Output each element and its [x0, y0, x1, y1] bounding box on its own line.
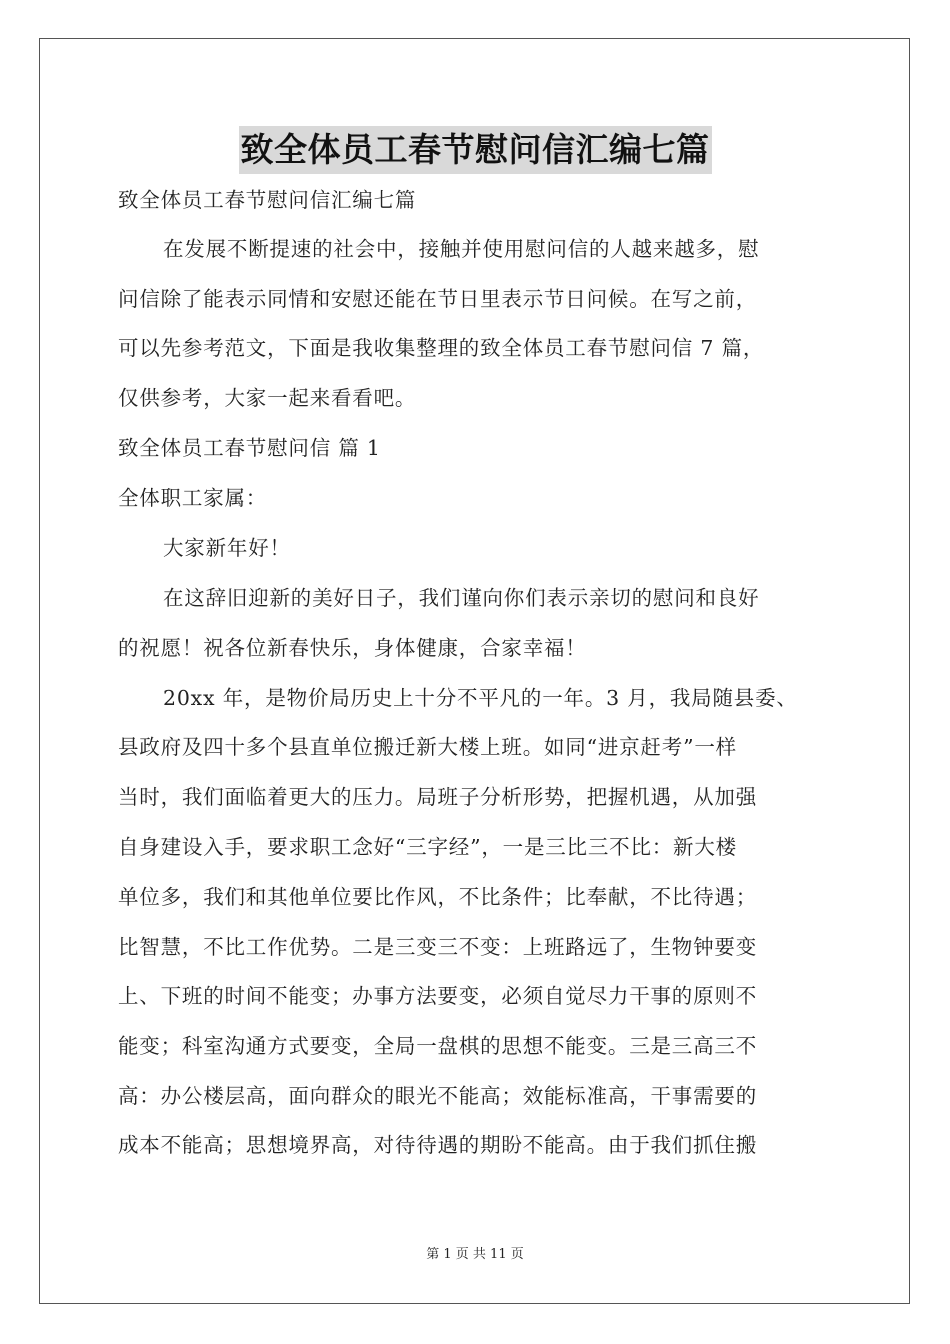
page-footer: 第 1 页 共 11 页 — [426, 1247, 524, 1262]
paragraph-line: 在这辞旧迎新的美好日子，我们谨向你们表示亲切的慰问和良好 — [163, 586, 760, 610]
paragraph-line: 单位多，我们和其他单位要比作风，不比条件；比奉献，不比待遇； — [118, 885, 757, 909]
greeting-line: 大家新年好！ — [163, 536, 291, 560]
paragraph-line: 当时，我们面临着更大的压力。局班子分析形势，把握机遇，从加强 — [118, 785, 757, 809]
paragraph-line: 比智慧，不比工作优势。二是三变三不变：上班路远了，生物钟要变 — [118, 935, 757, 959]
paragraph-line: 能变；科室沟通方式要变，全局一盘棋的思想不能变。三是三高三不 — [118, 1034, 757, 1058]
salutation-line: 全体职工家属： — [118, 486, 268, 510]
paragraph-line: 上、下班的时间不能变；办事方法要变，必须自觉尽力干事的原则不 — [118, 984, 757, 1008]
paragraph-line: 县政府及四十多个县直单位搬迁新大楼上班。如同“进京赶考”一样 — [118, 735, 737, 759]
paragraph-line: 在发展不断提速的社会中，接触并使用慰问信的人越来越多，慰 — [163, 237, 760, 261]
paragraph-line: 可以先参考范文，下面是我收集整理的致全体员工春节慰问信 7 篇， — [118, 336, 765, 360]
paragraph-line: 仅供参考，大家一起来看看吧。 — [118, 386, 417, 410]
page-border — [39, 38, 910, 1304]
paragraph-line: 问信除了能表示同情和安慰还能在节日里表示节日问候。在写之前， — [118, 287, 757, 311]
paragraph-line: 20xx 年，是物价局历史上十分不平凡的一年。3 月，我局随县委、 — [163, 686, 798, 710]
paragraph-line: 成本不能高；思想境界高，对待待遇的期盼不能高。由于我们抓住搬 — [118, 1133, 757, 1157]
paragraph-line: 的祝愿！祝各位新春快乐，身体健康，合家幸福！ — [118, 636, 587, 660]
subtitle-line: 致全体员工春节慰问信汇编七篇 — [118, 188, 417, 212]
section-heading: 致全体员工春节慰问信 篇 1 — [118, 436, 381, 460]
document-title — [0, 126, 950, 174]
paragraph-line: 高：办公楼层高，面向群众的眼光不能高；效能标准高，干事需要的 — [118, 1084, 757, 1108]
document-title-text: 致全体员工春节慰问信汇编七篇 — [239, 126, 712, 174]
paragraph-line: 自身建设入手，要求职工念好“三字经”，一是三比三不比：新大楼 — [118, 835, 737, 859]
